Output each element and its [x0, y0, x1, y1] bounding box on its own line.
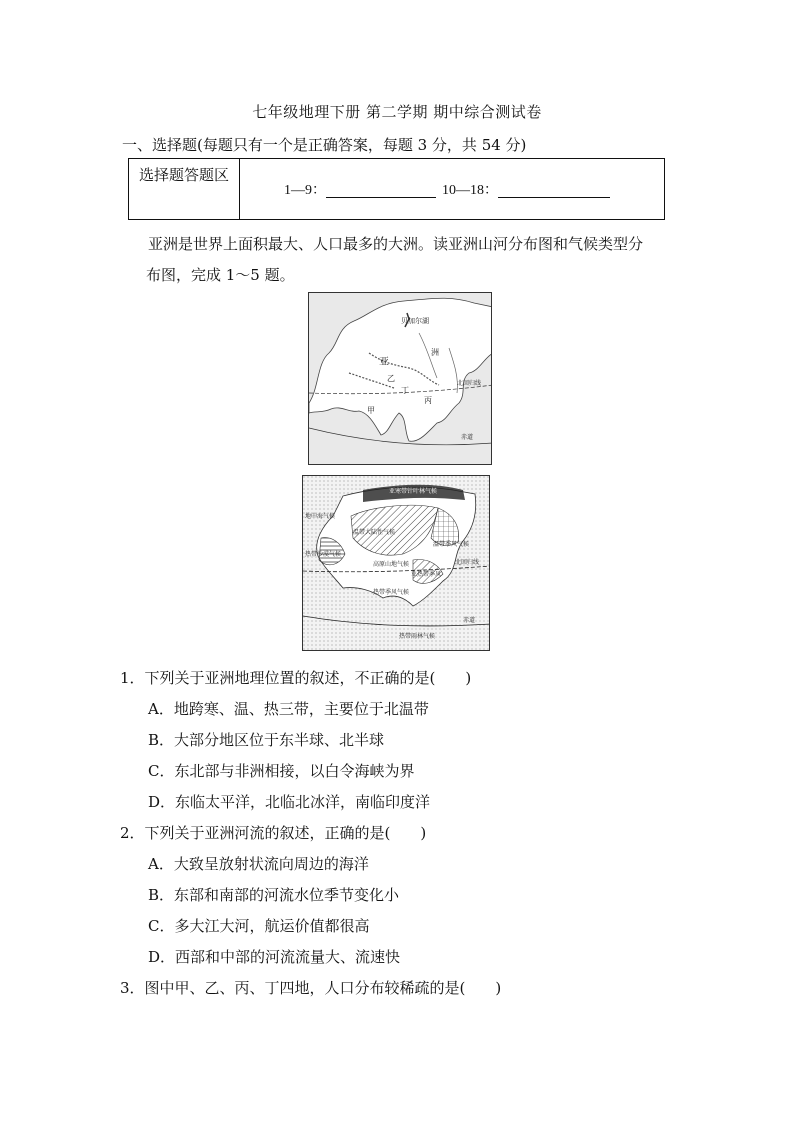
climate-label-tropical-rainforest: 热带雨林气候 [399, 633, 436, 640]
intro-line-2: 布图，完成 1～5 题。 [146, 266, 295, 284]
section-heading: 一、选择题(每题只有一个是正确答案，每题 3 分，共 54 分) [122, 136, 527, 154]
climate-label-subarctic: 亚寒带针叶林气候 [389, 488, 438, 495]
continent-label-b: 洲 [431, 348, 439, 357]
map-label-yi: 乙 [387, 374, 395, 383]
climate-label-subtropical-monsoon: 亚热带季风 [411, 571, 442, 578]
asia-climate-map-svg [303, 476, 490, 651]
question-2-option-d[interactable]: D．西部和中部的河流流量大、流速快 [148, 948, 401, 966]
answer-range-2-label: 10—18： [442, 183, 498, 198]
tropic-label: 北回归线 [457, 380, 482, 387]
map-label-bing: 丙 [424, 396, 432, 405]
answer-blank-2[interactable] [498, 181, 610, 198]
lake-label: 贝加尔湖 [401, 317, 429, 325]
map-label-jia: 甲 [367, 406, 375, 415]
question-2-option-b[interactable]: B．东部和南部的河流水位季节变化小 [148, 886, 400, 904]
asia-rivers-map-svg [309, 293, 492, 465]
climate-label-temperate-continental: 温带大陆性气候 [353, 529, 396, 536]
question-3-stem: 3．图中甲、乙、丙、丁四地，人口分布较稀疏的是( ) [120, 979, 502, 997]
equator-label: 赤道 [461, 434, 474, 441]
asia-climate-map [302, 475, 490, 651]
climate-label-plateau: 高原山地气候 [373, 561, 410, 568]
climate-label-mediterranean: 地中海气候 [305, 513, 336, 520]
climate-label-tropical-desert: 热带沙漠气候 [305, 551, 342, 558]
page-title: 七年级地理下册 第二学期 期中综合测试卷 [252, 103, 542, 121]
question-2-option-c[interactable]: C．多大江大河，航运价值都很高 [148, 917, 370, 935]
question-2-stem: 2．下列关于亚洲河流的叙述，正确的是( ) [120, 824, 427, 842]
answer-area-table [128, 158, 665, 220]
question-1-option-a[interactable]: A．地跨寒、温、热三带，主要位于北温带 [148, 700, 429, 718]
climate-label-tropical-monsoon: 热带季风气候 [373, 589, 410, 596]
question-1-stem: 1．下列关于亚洲地理位置的叙述，不正确的是( ) [120, 669, 472, 687]
question-1-option-b[interactable]: B．大部分地区位于东半球、北半球 [148, 731, 385, 749]
climate-tropic-label: 北回归线 [455, 559, 480, 566]
asia-rivers-map [308, 292, 492, 465]
continent-label-a: 亚 [379, 357, 389, 368]
answer-area-label: 选择题答题区 [129, 159, 240, 219]
answer-area-fill [240, 159, 664, 219]
climate-label-temperate-monsoon: 温带季风气候 [433, 541, 470, 548]
intro-paragraph [148, 229, 688, 291]
question-1-option-c[interactable]: C．东北部与非洲相接，以白令海峡为界 [148, 762, 415, 780]
answer-blank-1[interactable] [326, 181, 436, 198]
answer-range-1-label: 1—9： [284, 183, 326, 198]
question-1-option-d[interactable]: D．东临太平洋，北临北冰洋，南临印度洋 [148, 793, 431, 811]
intro-line-1: 亚洲是世界上面积最大、人口最多的大洲。读亚洲山河分布图和气候类型分 [148, 235, 644, 253]
climate-equator-label: 赤道 [463, 617, 476, 624]
map-label-ding: 丁 [401, 386, 409, 395]
question-2-option-a[interactable]: A．大致呈放射状流向周边的海洋 [148, 855, 369, 873]
